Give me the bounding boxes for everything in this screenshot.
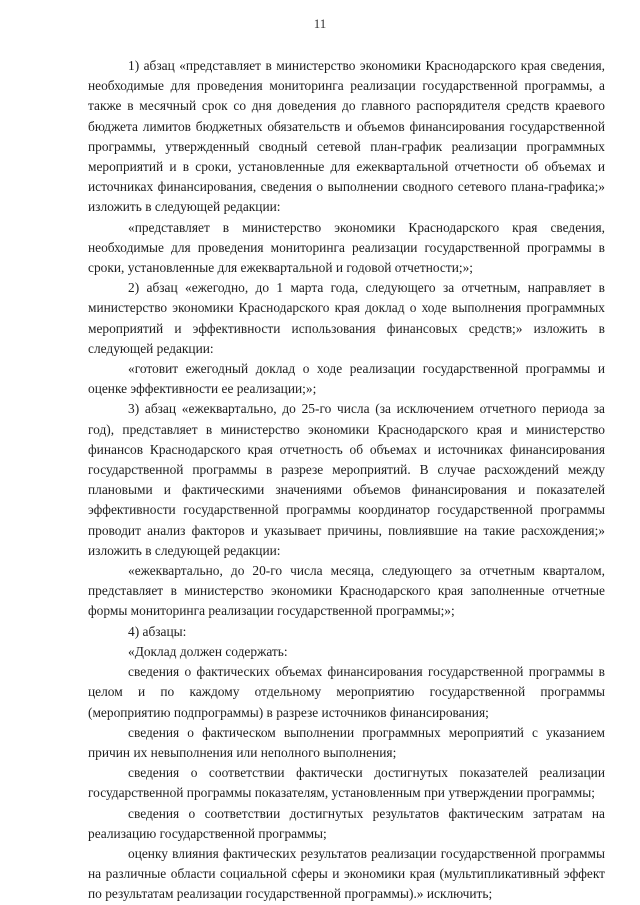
paragraph: «ежеквартально, до 20-го числа месяца, следующего за отчетным кварталом, представляет в министерство экономики Краснодарского края заполненные отчетные формы мониторинга реализации государственной программы;»; [88, 563, 605, 619]
paragraph: 3) абзац «ежеквартально, до 25-го числа (за исключением отчетного периода за год), представляет в министерство экономики Краснодарского края и министерство финансов Краснодарского края отчетность об объемах и источниках финансирования государственной программы в разрезе мероприятий. В случае расхождений между плановыми и фактическими значениями объемов финансирования и показателей эффективности государственной программы координатор государственной программы проводит анализ факторов и указывает причины, повлиявшие на такие расхождения;» изложить в следующей редакции: [88, 401, 605, 558]
paragraph: оценку влияния фактических результатов реализации государственной программы на различные области социальной сферы и экономики края (мультипликативный эффект по результатам реализации государственной программы).» исключить; [88, 845, 605, 902]
paragraph: сведения о фактическом выполнении программных мероприятий с указанием причин их невыполнения или неполного выполнения; [88, 724, 605, 760]
paragraph: 4) абзацы: [128, 623, 187, 639]
paragraph: сведения о фактических объемах финансирования государственной программы в целом и по каждому отдельному мероприятию государственной программы (мероприятию подпрограммы) в разрезе источников финансирования; [88, 664, 605, 720]
paragraph: сведения о соответствии фактически достигнутых показателей реализации государственной программы показателям, установленным при утверждении программы; [88, 765, 605, 801]
paragraph: «готовит ежегодный доклад о ходе реализации государственной программы и оценке эффективности ее реализации;»; [88, 361, 605, 397]
paragraph: «представляет в министерство экономики Краснодарского края сведения, необходимые для проведения мониторинга реализации государственной программы в сроки, установленные для ежеквартальной и годовой отчетности;»; [88, 219, 605, 276]
paragraph: сведения о соответствии достигнутых результатов фактическим затратам на реализацию государственной программы; [88, 805, 605, 841]
paragraph: «Доклад должен содержать: [128, 643, 288, 659]
page-number: 11 [313, 16, 327, 31]
paragraph: 2) абзац «ежегодно, до 1 марта года, следующего за отчетным, направляет в министерство экономики Краснодарского края доклад о ходе выполнения программных мероприятий и эффективности использования финансовых средств;» изложить в следующей редакции: [88, 280, 605, 356]
paragraph: 1) абзац «представляет в министерство экономики Краснодарского края сведения, необходимые для проведения мониторинга реализации государственной программы, а также в месячный срок со дня доведения до главного распорядителя средств краевого бюджета лимитов бюджетных обязательств и объемов финансирования государственной программы, утвержденный сводный сетевой план-график реализации программных мероприятий и в сроки, установленные для ежеквартальной отчетности об объемах и источниках финансирования, сведения о выполнении сводного сетевого плана-графика;» изложить в следующей редакции: [88, 58, 605, 215]
document-body [88, 56, 605, 905]
